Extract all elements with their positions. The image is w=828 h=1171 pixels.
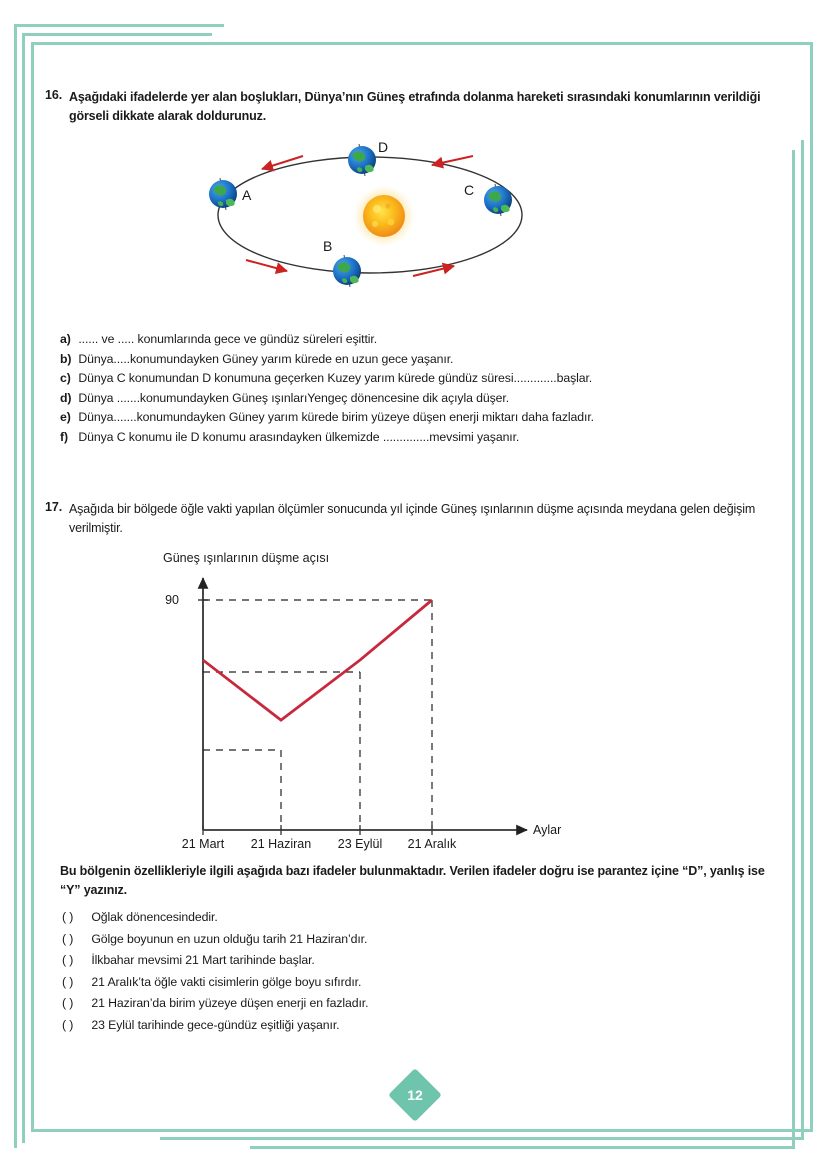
tf-item-6 [62,1015,762,1037]
chart-xtick-label-mart: 21 Mart [181,837,225,851]
statement-c-label: c) [60,371,71,385]
label-c: C [464,182,475,198]
frame-line-left-middle [22,33,25,1143]
statement-a-text: ...... ve ..... konumlarında gece ve gündüz süreleri eşittir. [78,332,378,346]
frame-line-bottom-middle [160,1137,804,1140]
question-17-number: 17. [45,500,63,514]
question-16 [45,88,790,126]
frame-line-left-inner [31,42,34,1132]
earth-position-c [484,184,512,216]
tf-text-3: İlkbahar mevsimi 21 Mart tarihinde başlar. [91,953,315,967]
question-17-tf-list [62,907,762,1036]
statement-a-label: a) [60,332,71,346]
chart-y-axis-title: Güneş ışınlarının düşme açısı [163,551,330,565]
statement-b-text: Dünya.....konumundayken Güney yarım kürede en uzun gece yaşanır. [78,351,454,366]
tf-answer-box-4[interactable]: ( ) [62,974,74,989]
earth-position-d [348,144,376,176]
question-17-text: Aşağıda bir bölgede öğle vakti yapılan ölçümler sonucunda yıl içinde Güneş ışınlarının düşme açısında meydana gelen değişim verilmiştir. [69,502,756,535]
frame-line-right-inner [810,42,813,1132]
frame-line-right-middle [801,140,804,1140]
tf-item-3 [62,950,762,972]
chart-xtick-label-eylul: 23 Eylül [337,837,383,851]
earth-position-b [333,255,361,287]
tf-text-4: 21 Aralık’ta öğle vakti cisimlerin gölge boyu sıfırdır. [91,974,362,989]
tf-answer-box-2[interactable]: ( ) [62,931,74,946]
statement-e-text: Dünya.......konumundayken Güney yarım kürede birim yüzeye düşen enerji miktarı daha fazladır. [78,410,594,424]
earth-position-a [209,178,237,210]
question-16-statements [60,330,780,447]
statement-b [60,350,780,370]
tf-text-2: Gölge boyunun en uzun olduğu tarih 21 Haziran’dır. [91,931,368,946]
frame-line-top-outer [14,24,224,27]
tf-answer-box-5[interactable]: ( ) [62,996,74,1010]
question-17 [45,500,795,538]
tf-text-1: Oğlak dönencesindedir. [91,910,218,924]
frame-line-top-middle [22,33,212,36]
frame-line-bottom-outer [250,1146,795,1149]
question-17-instruction: Bu bölgenin özellikleriyle ilgili aşağıda bazı ifadeler bulunmaktadır. Verilen ifadeler doğru ise parantez içine “D”, yanlış ise “Y” yazınız. [60,864,765,897]
earth-orbit-diagram [198,138,543,293]
statement-d-label: d) [60,390,72,405]
statement-b-label: b) [60,351,72,366]
statement-f-label: f) [60,429,68,444]
statement-e-label: e) [60,410,71,424]
statement-f [60,428,780,448]
frame-line-bottom-inner [31,1129,813,1132]
statement-d-text: Dünya .......konumundayken Güneş ışınlarıYengeç dönencesine dik açıyla düşer. [78,390,510,405]
tf-item-4 [62,972,762,994]
tf-text-6: 23 Eylül tarihinde gece-gündüz eşitliği yaşanır. [91,1017,340,1032]
sun-icon [354,186,414,246]
tf-answer-box-1[interactable]: ( ) [62,910,74,924]
chart-ytick-90: 90 [165,593,179,607]
frame-line-right-outer [792,150,795,1146]
tf-item-1 [62,907,762,929]
tf-item-2 [62,929,762,951]
chart-x-axis-title: Aylar [533,823,562,837]
statement-f-text: Dünya C konumu ile D konumu arasındayken ülkemizde ..............mevsimi yaşanır. [78,429,520,444]
chart-xtick-label-aralik: 21 Aralık [407,837,457,851]
question-16-number: 16. [45,88,63,102]
tf-item-5 [62,993,762,1015]
label-a: A [242,187,252,203]
statement-e [60,408,780,428]
orbit-arrow-top-right [432,156,473,165]
frame-line-top-inner [31,42,813,45]
tf-answer-box-6[interactable]: ( ) [62,1017,74,1032]
label-b: B [323,238,333,254]
statement-a [60,330,780,350]
label-d: D [378,139,389,155]
page-number: 12 [407,1087,423,1103]
statement-d [60,389,780,409]
frame-line-left-outer [14,24,17,1148]
statement-c-text: Dünya C konumundan D konumuna geçerken Kuzey yarım kürede gündüz süresi.............başlar. [78,371,593,385]
tf-text-5: 21 Haziran’da birim yüzeye düşen enerji en fazladır. [91,996,369,1010]
statement-c [60,369,780,389]
question-16-text: Aşağıdaki ifadelerde yer alan boşlukları, Dünya’nın Güneş etrafında dolanma hareketi sırasındaki konumlarının verildiği görseli dikkate alarak doldurunuz. [69,90,761,123]
tf-answer-box-3[interactable]: ( ) [62,953,74,967]
chart-data-line [203,600,432,720]
page-number-badge [396,1076,434,1114]
chart-xtick-label-haziran: 21 Haziran [250,837,312,851]
sun-angle-line-chart [155,548,575,851]
